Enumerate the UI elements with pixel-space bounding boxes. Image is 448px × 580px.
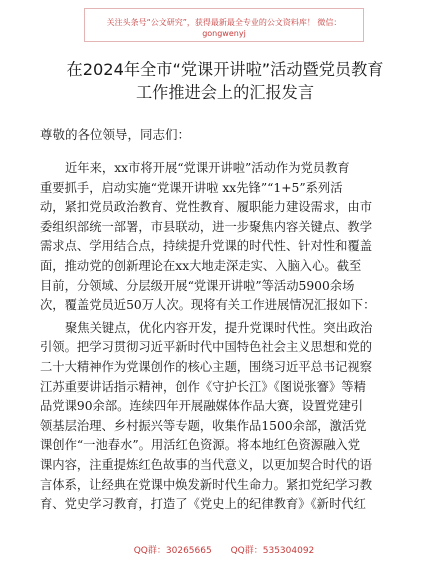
body-line: 近年来，xx市将开展“党课开讲啦”活动作为党员教育 [65, 161, 350, 175]
body-line: 课内容，注重提炼红色故事的当代意义，以更加契合时代的语 [40, 457, 373, 472]
title-line-2: 工作推进会上的汇报发言 [135, 83, 315, 102]
banner-text: 关注头条号“公文研究”，获得最新最全专业的公文资料库！ 微信：gongwenyj [106, 18, 342, 38]
body-line: 江苏重要讲话指示精神，创作《守护长江》《图说张謇》等精 [40, 379, 366, 394]
body-line: 聚焦关键点，优化内容开发，提升党课时代性。突出政治 [65, 320, 373, 335]
document-title [40, 58, 410, 104]
body-line: 动，紧扣党员政治教育、党性教育、履职能力建设需求，由市 [40, 200, 373, 215]
footer-qq-group-2: QQ群：535304092 [230, 546, 315, 556]
body-line: 次，覆盖党员近50万人次。现将有关工作进展情况汇报如下： [40, 298, 376, 313]
title-line-1: 在2024年全市“党课开讲啦”活动暨党员教育 [66, 60, 384, 79]
footer-qq-group-1: QQ群：30265665 [133, 546, 212, 556]
salutation: 尊敬的各位领导，同志们： [40, 127, 191, 142]
body-line: 言体系，让经典在党课中焕发新时代生命力。紧扣党纪学习教 [40, 477, 373, 492]
body-line: 领基层治理、乡村振兴等专题，收集作品1500余部，激活党 [40, 418, 367, 433]
document-body [40, 159, 410, 515]
body-line: 需求点、学用结合点，持续提升党课的时代性、针对性和覆盖 [40, 239, 373, 254]
body-line: 品党课90余部。连续四年开展融媒体作品大赛，设置党建引 [40, 399, 364, 414]
body-line: 委组织部统一部署，市县联动，进一步聚焦内容关键点、教学 [40, 219, 373, 234]
body-line: 面，推动党的创新理论在xx大地走深走实、入脑入心。截至 [40, 258, 362, 273]
body-line: 育、党史学习教育，打造了《党史上的纪律教育》《新时代红 [40, 497, 366, 512]
footer [0, 543, 448, 556]
top-banner [84, 8, 364, 42]
body-line: 引领。把学习贯彻习近平新时代中国特色社会主义思想和党的 [40, 340, 373, 355]
body-line: 重要抓手，启动实施“党课开讲啦 xx先锋”“1+5”系列活 [40, 180, 343, 195]
body-line: 目前，分领域、分层级开展“党课开讲啦”等活动5900余场 [40, 278, 355, 293]
body-line: 课创作“一池春水”。用活红色资源。将本地红色资源融入党 [40, 438, 360, 453]
body-line: 二十大精神作为党课创作的核心主题，围绕习近平总书记视察 [40, 359, 373, 374]
